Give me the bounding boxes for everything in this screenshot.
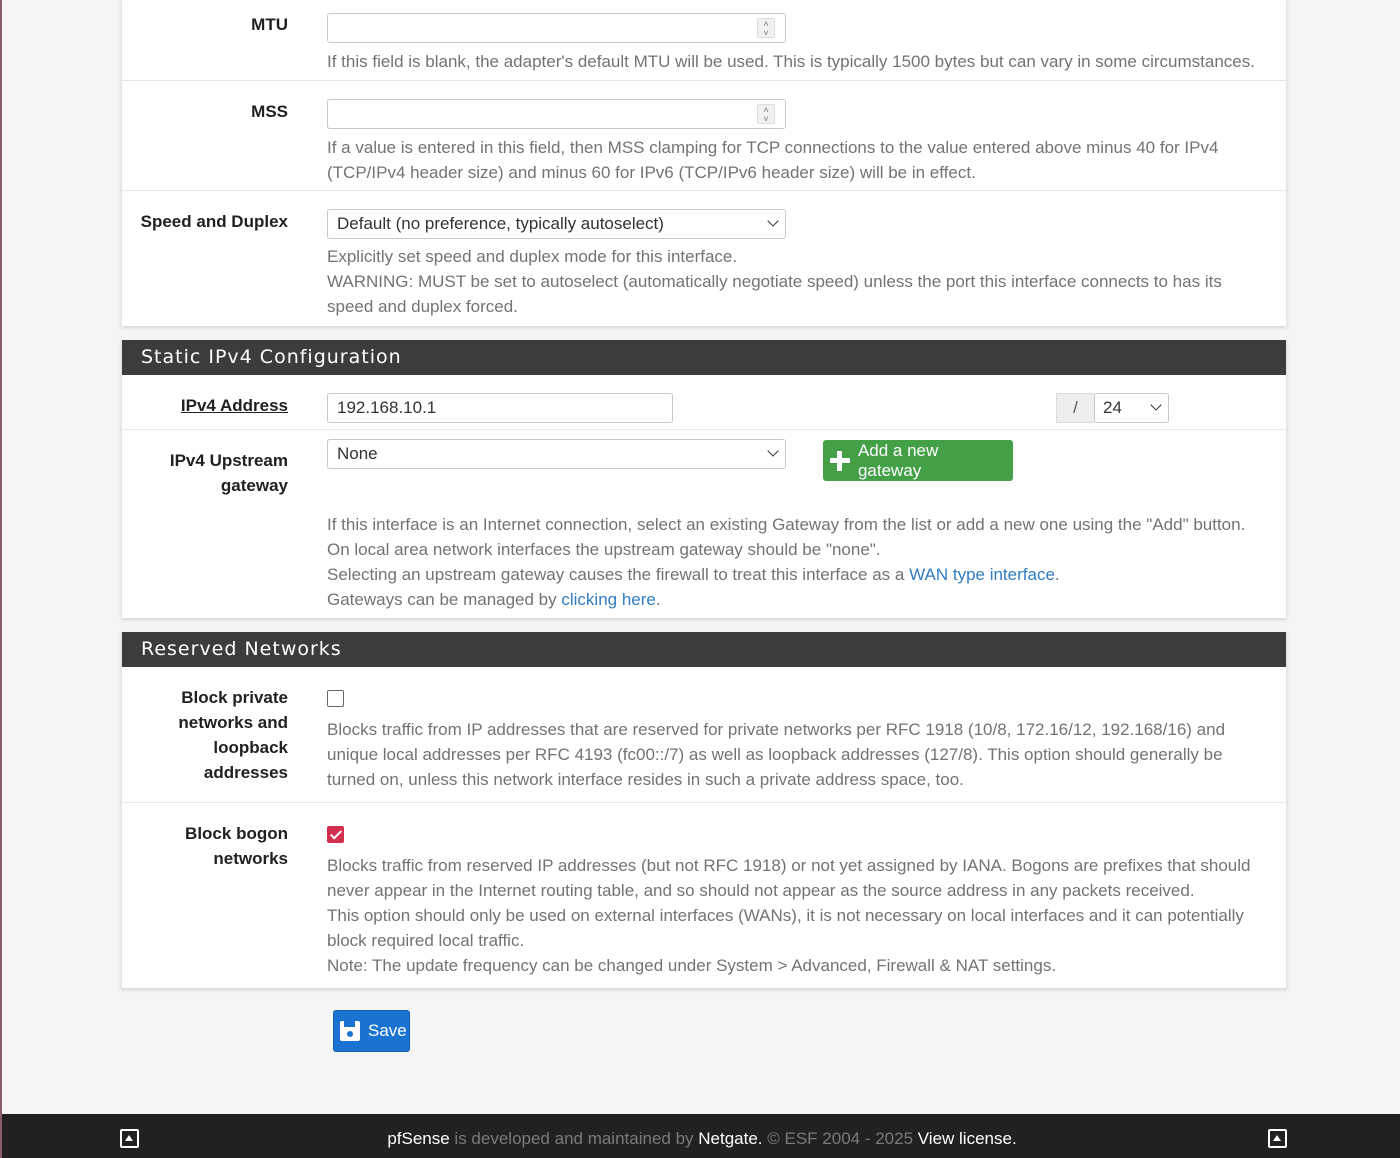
speed-duplex-label: Speed and Duplex bbox=[140, 212, 288, 231]
add-gateway-button[interactable]: Add a new gateway bbox=[823, 440, 1013, 481]
mtu-input[interactable] bbox=[327, 13, 786, 43]
mtu-spinner-icon[interactable]: ˄ ˅ bbox=[757, 18, 775, 38]
mtu-label: MTU bbox=[251, 15, 288, 34]
scroll-top-icon[interactable] bbox=[1268, 1129, 1287, 1148]
mtu-help: If this field is blank, the adapter's default MTU will be used. This is typically 1500 bytes but can vary in some circumstances. bbox=[327, 52, 1255, 71]
mtu-row bbox=[122, 0, 1286, 81]
block-bogon-help: Blocks traffic from reserved IP addresses (but not RFC 1918) or not yet assigned by IANA. Bogons are prefixes that should never appear in the Internet routing table, and so should not appear as the source address in any packets received. This option should only be used on external interfaces (WANs), it is not necessary on local interfaces and it can potentially block required local traffic. Note: The update frequency can be changed under System > Advanced, Firewall & NAT settings. bbox=[327, 856, 1251, 975]
ipv4-address-label[interactable]: IPv4 Address bbox=[180, 396, 288, 415]
block-bogon-label: Block bogon networks bbox=[185, 824, 288, 868]
block-private-label: Block private networks and loopback addresses bbox=[178, 688, 288, 782]
ipv4-address-input[interactable]: 192.168.10.1 bbox=[327, 393, 673, 423]
cidr-select[interactable]: 24 bbox=[1094, 393, 1169, 423]
ipv4-gateway-select[interactable]: None bbox=[327, 439, 786, 469]
mss-input[interactable] bbox=[327, 99, 786, 129]
reserved-networks-panel bbox=[121, 632, 1287, 988]
netgate-link[interactable]: Netgate. bbox=[698, 1129, 763, 1148]
ipv4-address-row bbox=[122, 375, 1286, 430]
reserved-networks-heading: Reserved Networks bbox=[122, 632, 1286, 667]
clicking-here-link[interactable]: clicking here bbox=[561, 590, 656, 609]
mss-row bbox=[122, 81, 1286, 191]
speed-duplex-select[interactable]: Default (no preference, typically autoselect) bbox=[327, 209, 786, 239]
speed-duplex-row bbox=[122, 191, 1286, 326]
chevron-down-icon bbox=[767, 445, 778, 456]
plus-icon bbox=[830, 451, 850, 471]
mss-spinner-icon[interactable]: ˄ ˅ bbox=[757, 104, 775, 124]
ipv4-gateway-help: If this interface is an Internet connection, select an existing Gateway from the list or add a new one using the "Add" button. On local area network interfaces the upstream gateway should be "none". Selecting an upstream gateway causes the firewall to treat this interface as a WAN type interface. Gateways can be managed by clicking here. bbox=[327, 515, 1246, 609]
block-private-row bbox=[122, 667, 1286, 803]
scroll-top-icon[interactable] bbox=[120, 1129, 139, 1148]
speed-duplex-help: Explicitly set speed and duplex mode for this interface. WARNING: MUST be set to autoselect (automatically negotiate speed) unless the port this interface connects to has its speed and duplex forced. bbox=[327, 247, 1222, 316]
block-bogon-checkbox[interactable] bbox=[327, 826, 344, 843]
chevron-down-icon bbox=[767, 215, 778, 226]
ipv4-gateway-label: IPv4 Upstream gateway bbox=[169, 451, 288, 495]
save-button[interactable]: Save bbox=[333, 1010, 410, 1052]
static-ipv4-heading: Static IPv4 Configuration bbox=[122, 340, 1286, 375]
chevron-down-icon bbox=[1150, 399, 1161, 410]
cidr-slash: / bbox=[1056, 393, 1094, 423]
wan-type-interface-link[interactable]: WAN type interface bbox=[909, 565, 1055, 584]
footer: pfSense is developed and maintained by Netgate. © ESF 2004 - 2025 View license. bbox=[2, 1114, 1400, 1158]
general-config-panel bbox=[121, 0, 1287, 326]
block-bogon-row bbox=[122, 803, 1286, 988]
block-private-help: Blocks traffic from IP addresses that are reserved for private networks per RFC 1918 (10/8, 172.16/12, 192.168/16) and unique local addresses per RFC 4193 (fc00::/7) as well as loopback addresses (127/8). This option should generally be turned on, unless this network interface resides in such a private address space, too. bbox=[327, 720, 1226, 789]
block-private-checkbox[interactable] bbox=[327, 690, 344, 707]
mss-label: MSS bbox=[251, 102, 288, 121]
footer-brand: pfSense bbox=[387, 1129, 450, 1148]
view-license-link[interactable]: View license. bbox=[917, 1129, 1017, 1148]
ipv4-gateway-row bbox=[122, 430, 1286, 618]
mss-help: If a value is entered in this field, then MSS clamping for TCP connections to the value entered above minus 40 for IPv4 (TCP/IPv4 header size) and minus 60 for IPv6 (TCP/IPv6 header size) will be in effect. bbox=[327, 138, 1219, 182]
static-ipv4-panel bbox=[121, 340, 1287, 618]
floppy-disk-icon bbox=[340, 1021, 360, 1041]
